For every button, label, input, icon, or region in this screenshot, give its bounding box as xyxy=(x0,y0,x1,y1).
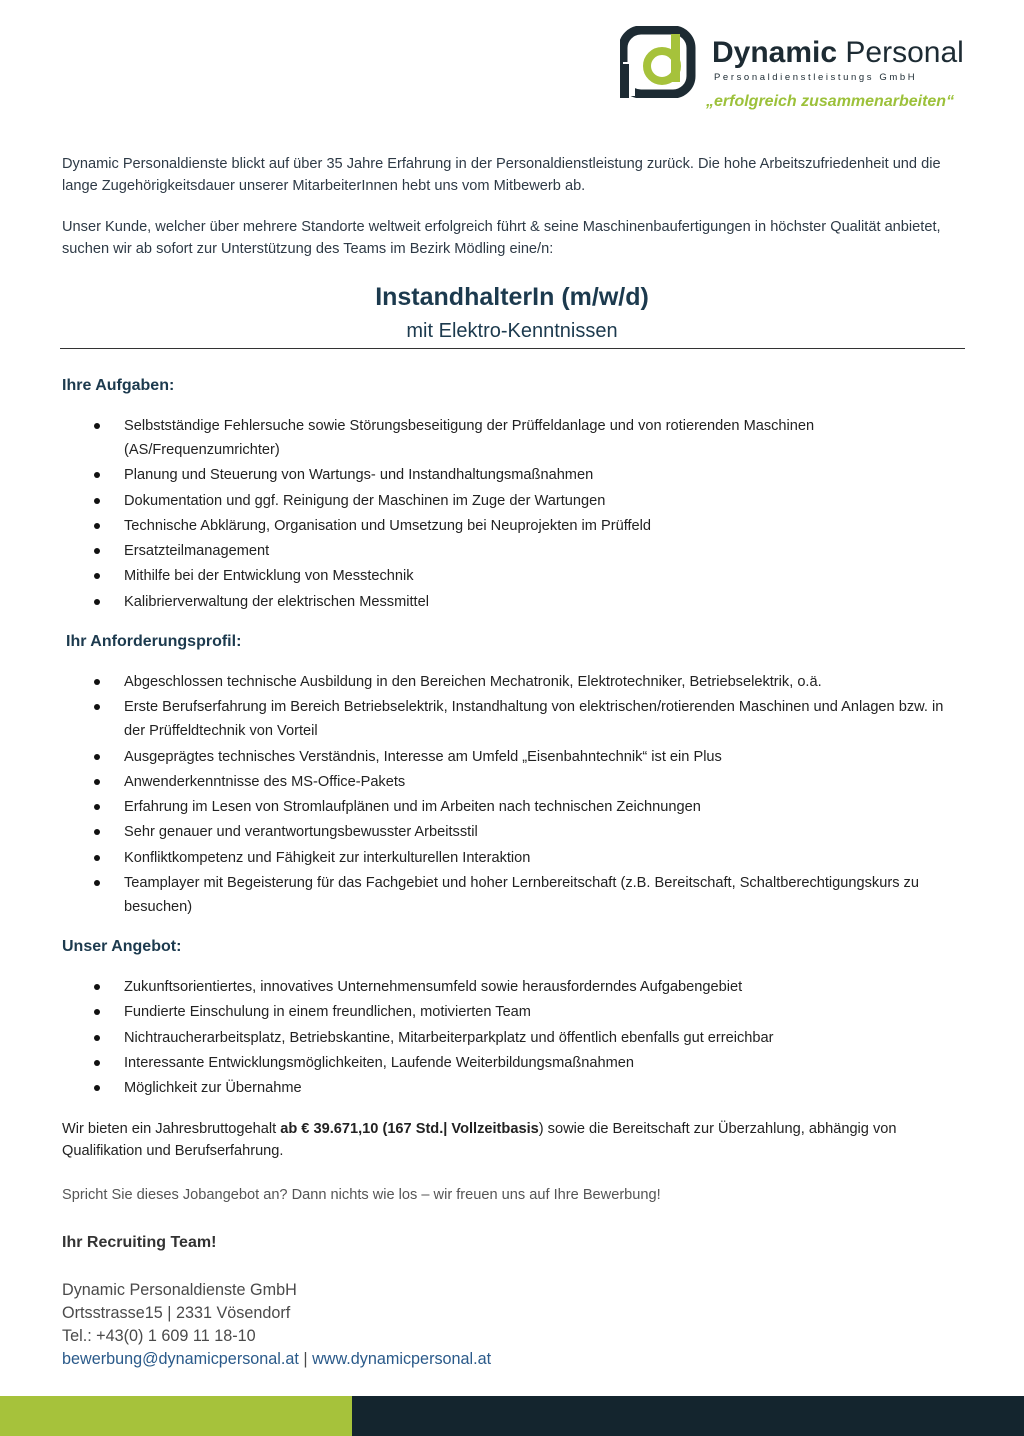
list-item: Erfahrung im Lesen von Stromlaufplänen und im Arbeiten nach technischen Zeichnungen xyxy=(0,795,1024,819)
salary-suffix: ) sowie die Bereitschaft zur Überzahlung, abhängig von Qualifikation und Berufserfahrung. xyxy=(62,1121,897,1159)
contact-company: Dynamic Personaldienste GmbH xyxy=(62,1281,297,1299)
requirements-list xyxy=(0,670,1024,920)
contact-phone: Tel.: +43(0) 1 609 11 18-10 xyxy=(62,1327,256,1345)
client-intro: Unser Kunde, welcher über mehrere Standorte weltweit erfolgreich führt & seine Maschinenbaufertigungen in höchster Qualität anbietet, suchen wir ab sofort zur Unterstützung des Teams im Bezirk Mödling eine/n: xyxy=(62,219,941,257)
list-item: Fundierte Einschulung in einem freundlichen, motivierten Team xyxy=(0,1000,1024,1024)
website-link[interactable]: www.dynamicpersonal.at xyxy=(312,1350,492,1368)
list-item: Sehr genauer und verantwortungsbewusster Arbeitsstil xyxy=(0,820,1024,844)
closing-text: Spricht Sie dieses Jobangebot an? Dann nichts wie los – wir freuen uns auf Ihre Bewerbung! xyxy=(62,1187,661,1203)
company-intro: Dynamic Personaldienste blickt auf über 35 Jahre Erfahrung in der Personaldienstleistung zurück. Die hohe Arbeitszufriedenheit und die lange Zugehörigkeitsdauer unserer MitarbeiterInnen hebt uns vom Mitbewerb ab. xyxy=(62,156,941,194)
list-item: Möglichkeit zur Übernahme xyxy=(0,1076,1024,1100)
list-item: Dokumentation und ggf. Reinigung der Maschinen im Zuge der Wartungen xyxy=(0,489,1024,513)
brand-slogan: „erfolgreich zusammenarbeiten“ xyxy=(706,93,955,110)
list-item: Selbstständige Fehlersuche sowie Störungsbeseitigung der Prüffeldanlage und von rotierenden Maschinen (AS/Frequenzumrichter) xyxy=(0,414,1024,462)
tasks-heading: Ihre Aufgaben: xyxy=(62,377,175,394)
link-separator: | xyxy=(298,1350,313,1368)
footer-bar-dark xyxy=(352,1396,1024,1436)
salary-amount: ab € 39.671,10 (167 Std.| Vollzeitbasis xyxy=(280,1121,539,1137)
tasks-list xyxy=(0,414,1024,615)
list-item: Planung und Steuerung von Wartungs- und Instandhaltungsmaßnahmen xyxy=(0,463,1024,487)
email-link[interactable]: bewerbung@dynamicpersonal.at xyxy=(62,1350,299,1368)
list-item: Technische Abklärung, Organisation und Umsetzung bei Neuprojekten im Prüffeld xyxy=(0,514,1024,538)
contact-block xyxy=(62,1279,491,1371)
brand-subtitle: Personaldienstleistungs GmbH xyxy=(714,72,918,83)
list-item: Zukunftsorientiertes, innovatives Unternehmensumfeld sowie herausforderndes Aufgabengebiet xyxy=(0,975,1024,999)
list-item: Ersatzteilmanagement xyxy=(0,539,1024,563)
job-title: InstandhalterIn (m/w/d) xyxy=(375,283,649,311)
dp-logo-icon xyxy=(620,26,700,98)
salary-prefix: Wir bieten ein Jahresbruttogehalt xyxy=(62,1121,281,1137)
list-item: Konfliktkompetenz und Fähigkeit zur interkulturellen Interaktion xyxy=(0,846,1024,870)
requirements-heading: Ihr Anforderungsprofil: xyxy=(66,633,242,650)
job-subtitle: mit Elektro-Kenntnissen xyxy=(406,320,618,342)
offer-list xyxy=(0,975,1024,1101)
list-item: Interessante Entwicklungsmöglichkeiten, Laufende Weiterbildungsmaßnahmen xyxy=(0,1051,1024,1075)
signoff: Ihr Recruiting Team! xyxy=(62,1234,217,1251)
list-item: Ausgeprägtes technisches Verständnis, Interesse am Umfeld „Eisenbahntechnik“ ist ein Plus xyxy=(0,745,1024,769)
contact-address: Ortsstrasse15 | 2331 Vösendorf xyxy=(62,1304,291,1322)
list-item: Kalibrierverwaltung der elektrischen Messmittel xyxy=(0,590,1024,614)
list-item: Erste Berufserfahrung im Bereich Betriebselektrik, Instandhaltung von elektrischen/rotierenden Maschinen und Anlagen bzw. in der Prüffeldtechnik von Vorteil xyxy=(0,695,1024,743)
brand-name: Dynamic Personal xyxy=(712,36,964,69)
contact-links xyxy=(62,1348,491,1371)
list-item: Abgeschlossen technische Ausbildung in den Bereichen Mechatronik, Elektrotechniker, Betriebselektrik, o.ä. xyxy=(0,670,1024,694)
list-item: Mithilfe bei der Entwicklung von Messtechnik xyxy=(0,564,1024,588)
list-item: Nichtraucherarbeitsplatz, Betriebskantine, Mitarbeiterparkplatz und öffentlich ebenfalls gut erreichbar xyxy=(0,1026,1024,1050)
salary-info xyxy=(62,1118,977,1162)
list-item: Anwenderkenntnisse des MS-Office-Pakets xyxy=(0,770,1024,794)
offer-heading: Unser Angebot: xyxy=(62,938,182,955)
title-divider xyxy=(60,348,965,349)
footer-bar-green xyxy=(0,1396,352,1436)
list-item: Teamplayer mit Begeisterung für das Fachgebiet und hoher Lernbereitschaft (z.B. Bereitschaft, Schaltberechtigungskurs zu besuchen) xyxy=(0,871,1024,919)
